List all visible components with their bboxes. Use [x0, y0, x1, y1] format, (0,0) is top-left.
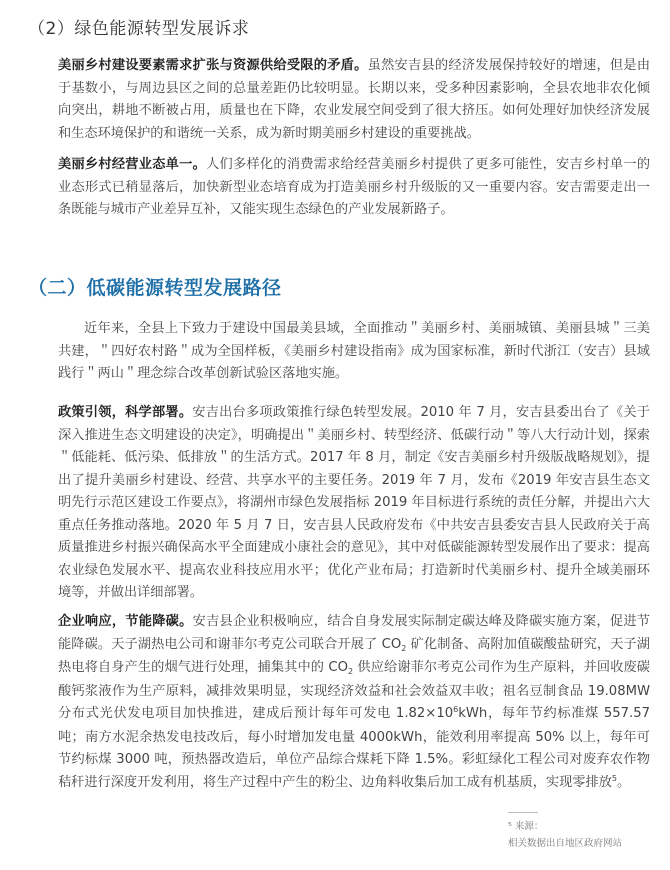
paragraph-intro [58, 318, 650, 386]
paragraph-enterprise [58, 611, 650, 795]
paragraph-body: 虽然安吉县的经济发展保持较好的增速，但是由于基数小，与周边县区之间的总量差距仍比较明显。长期以来，受多种因素影响，全县农地非农化倾向突出，耕地不断被占用，质量也在下降，农业发展空间受到了很大挤压。如何处理好加快经济发展和生态环境保护的和谐统一关系，成为新时期美丽乡村建设的重要挑战。 [58, 58, 651, 141]
paragraph-lead: 美丽乡村经营业态单一。 [58, 157, 207, 172]
paragraph-body: 近年来，全县上下致力于建设中国最美县域，全面推动＂美丽乡村、美丽城镇、美丽县城＂三美共建，＂四好农村路＂成为全国样板，《美丽乡村建设指南》成为国家标准，新时代浙江（安吉）县域践行＂两山＂理念综合改革创新试验区落地实施。 [58, 321, 650, 381]
paragraph-body: 。 [616, 774, 631, 790]
footnote-text: 相关数据出自地区政府网站 [508, 838, 623, 849]
paragraph-body: 供应给谢菲尔考克公司作为生产原料，并回收废碳酸钙浆液作为生产原料，减排效果明显，实现经济效益和社会效益双丰收；祖名豆制食品 19.08MW 分布式光伏发电项目加快推进，建成后预计每年可发电 1.82×10 [58, 660, 650, 721]
footnote-reference: 5 [611, 773, 617, 783]
paragraph-factor-demand [58, 55, 650, 145]
co2-subscript: 2 [401, 643, 407, 653]
paragraph-lead: 政策引领，科学部署。 [58, 405, 193, 420]
section-heading: （二）低碳能源转型发展路径 [28, 277, 282, 299]
paragraph-lead: 美丽乡村建设要素需求扩张与资源供给受限的矛盾。 [58, 58, 368, 73]
sub-heading: （2）绿色能源转型发展诉求 [28, 19, 250, 39]
paragraph-body: 矿化制备、高附加值碳酸盐研究，天子湖热电将自身产生的烟气进行处理，捕集其中的 CO [58, 636, 650, 675]
paragraph-body: 安吉出台多项政策推行绿色转型发展。2010 年 7 月，安吉县委出台了《关于深入推进生态文明建设的决定》，明确提出＂美丽乡村、转型经济、低碳行动＂等八大行动计划，探索＂低能耗、低污染、低排放＂的生活方式。2017 年 8 月，制定《安吉美丽乡村升级版战略规划》，提出了提升美丽乡村建设、经营、共享水平的主要任务。2019 年 7 月，发布《2019 年安吉县生态文明先行示范区建设工作要点》，将湖州市绿色发展指标 2019 年目标进行系统的责任分解，并提出六大重点任务推动落地。2020 年 5 月 7 日，安吉县人民政府发布《中共安吉县委安吉县人民政府关于高质量推进乡村振兴确保高水平全面建成小康社会的意见》，其中对低碳能源转型发展作出了要求：提高农业绿色发展水平、提高农业科技应用水平；优化产业布局；打造新时代美丽乡村、提升全域美丽环境等，并做出详细部署。 [58, 405, 650, 600]
paragraph-policy [58, 402, 650, 605]
footnote-divider [508, 812, 538, 813]
co2-subscript: 2 [348, 667, 354, 676]
paragraph-body: kWh，每年节约标准煤 557.57 吨；南方水泥余热发电技改后，每小时增加发电量 4000kWh，能效利用率提高 50% 以上，每年可节约标煤 3000 吨，预热器改造后，单位产品综合煤耗下降 1.5%。彩虹绿化工程公司对废弃农作物秸秆进行深度开发利用，将生产过程中产生的粉尘、边角料收集后加工成有机基质，实现零排放 [58, 706, 651, 790]
paragraph-body: 安吉县企业积极响应，结合自身发展实际制定碳达峰及降碳实施方案，促进节能降碳。天子湖热电公司和谢菲尔考克公司联合开展了 CO [58, 614, 650, 652]
exponent-superscript: 6 [453, 705, 459, 714]
footnote [508, 818, 658, 852]
footnote-title: ⁵ 来源： [508, 821, 544, 832]
paragraph-single-format [58, 154, 650, 222]
paragraph-lead: 企业响应，节能降碳。 [58, 614, 193, 629]
paragraph-body: 人们多样化的消费需求给经营美丽乡村提供了更多可能性，安吉乡村单一的业态形式已稍显落后，加快新型业态培育成为打造美丽乡村升级版的又一重要内容。安吉需要走出一条既能与城市产业差异互补，又能实现生态绿色的产业发展新路子。 [58, 157, 651, 217]
